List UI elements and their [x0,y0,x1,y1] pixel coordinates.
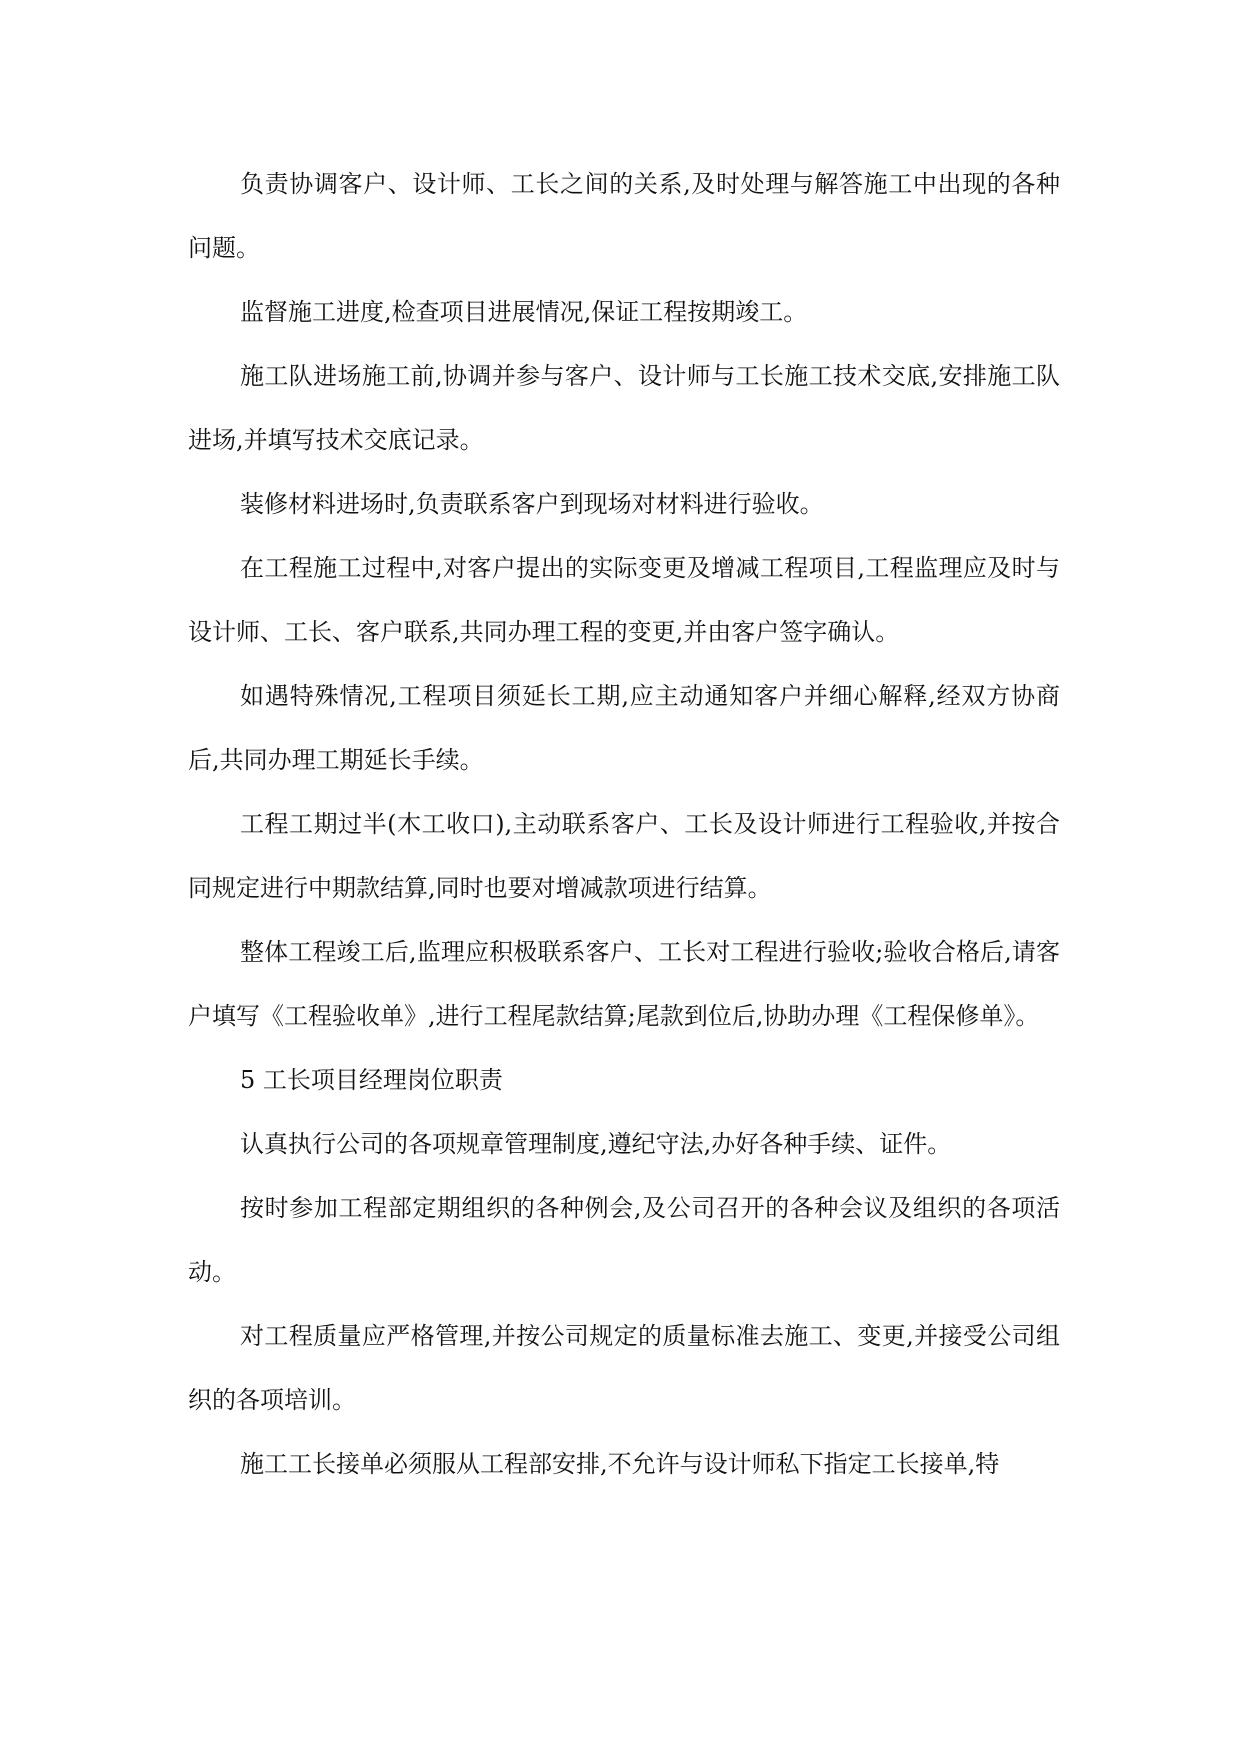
paragraph-change-orders: 在工程施工过程中,对客户提出的实际变更及增减工程项目,工程监理应及时与设计师、工长、客户联系,共同办理工程的变更,并由客户签字确认。 [188,554,1060,646]
paragraph-technical-briefing: 施工队进场施工前,协调并参与客户、设计师与工长施工技术交底,安排施工队进场,并填写技术交底记录。 [188,362,1060,454]
paragraph-material-inspection: 装修材料进场时,负责联系客户到现场对材料进行验收。 [240,490,824,518]
paragraph-regulations: 认真执行公司的各项规章管理制度,遵纪守法,办好各种手续、证件。 [240,1130,952,1158]
paragraph-progress: 监督施工进度,检查项目进展情况,保证工程按期竣工。 [240,298,808,326]
section-heading: 5 工长项目经理岗位职责 [240,1066,503,1094]
paragraph-coordination: 负责协调客户、设计师、工长之间的关系,及时处理与解答施工中出现的各种问题。 [188,170,1060,262]
paragraph-midterm-acceptance: 工程工期过半(木工收口),主动联系客户、工长及设计师进行工程验收,并按合同规定进行中期款结算,同时也要对增减款项进行结算。 [188,810,1060,902]
paragraph-extension: 如遇特殊情况,工程项目须延长工期,应主动通知客户并细心解释,经双方协商后,共同办理工期延长手续。 [188,682,1060,774]
paragraph-final-acceptance: 整体工程竣工后,监理应积极联系客户、工长对工程进行验收;验收合格后,请客户填写《工程验收单》,进行工程尾款结算;尾款到位后,协助办理《工程保修单》。 [188,938,1060,1030]
document-body [188,152,1060,1496]
paragraph-assignment: 施工工长接单必须服从工程部安排,不允许与设计师私下指定工长接单,特 [240,1450,1000,1478]
paragraph-quality: 对工程质量应严格管理,并按公司规定的质量标准去施工、变更,并接受公司组织的各项培训。 [188,1322,1060,1414]
paragraph-meetings: 按时参加工程部定期组织的各种例会,及公司召开的各种会议及组织的各项活动。 [188,1194,1060,1286]
